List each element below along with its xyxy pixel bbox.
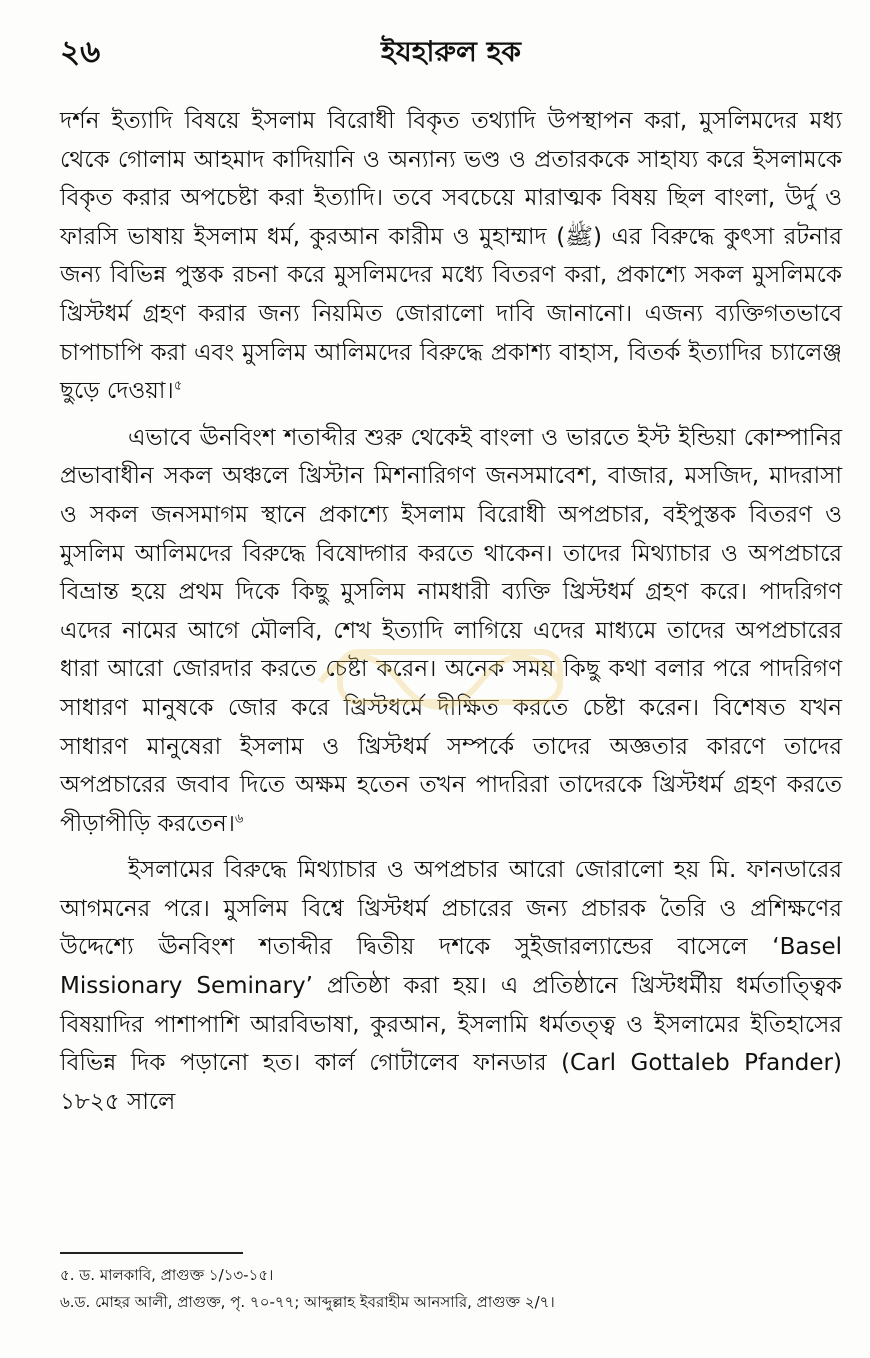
footnote-ref-5: ৫ — [173, 378, 183, 394]
page-header — [60, 28, 842, 76]
footnote-divider — [60, 1252, 243, 1254]
footnote-6: ৬.ড. মোহর আলী, প্রাগুক্ত, পৃ. ৭০-৭৭; আব্দুল্লাহ ইবরাহীম আনসারি, প্রাগুক্ত ২/৭। — [60, 1293, 555, 1311]
footnotes — [60, 1262, 842, 1316]
paragraph-1 — [60, 102, 842, 411]
paragraph-3 — [60, 851, 842, 1121]
paragraph-2-text: এভাবে ঊনবিংশ শতাব্দীর শুরু থেকেই বাংলা ও ভারতে ইস্ট ইন্ডিয়া কোম্পানির প্রভাবাধীন সকল অঞ্চলে খ্রিস্টান মিশনারিগণ জনসমাবেশ, বাজার, মসজিদ, মাদরাসা ও সকল জনসমাগম স্থানে প্রকাশ্যে ইসলাম বিরোধী অপপ্রচার, বইপুস্তক বিতরণ ও মুসলিম আলিমদের বিরুদ্ধে বিষোদ্গার করতে থাকেন। তাদের মিথ্যাচার ও অপপ্রচারে বিভ্রান্ত হয়ে প্রথম দিকে কিছু মুসলিম নামধারী ব্যক্তি খ্রিস্টধর্ম গ্রহণ করে। পাদরিগণ এদের নামের আগে মৌলবি, শেখ ইত্যাদি লাগিয়ে এদের মাধ্যমে তাদের অপপ্রচারের ধারা আরো জোরদার করতে চেষ্টা করেন। অনেক সময় কিছু কথা বলার পরে পাদরিগণ সাধারণ মানুষকে জোর করে খ্রিস্টধর্মে দীক্ষিত করতে চেষ্টা করেন। বিশেষত যখন সাধারণ মানুষেরা ইসলাম ও খ্রিস্টধর্ম সম্পর্কে তাদের অজ্ঞতার কারণে তাদের অপপ্রচারের জবাব দিতে অক্ষম হতেন তখন পাদরিরা তাদেরকে খ্রিস্টধর্ম গ্রহণ করতে পীড়াপীড়ি করতেন। — [60, 424, 842, 837]
publisher-watermark — [300, 612, 600, 732]
paragraph-3-text: ইসলামের বিরুদ্ধে মিথ্যাচার ও অপপ্রচার আরো জোরালো হয় মি. ফানডারের আগমনের পরে। মুসলিম বিশ্বে খ্রিস্টধর্ম প্রচারের জন্য প্রচারক তৈরি ও প্রশিক্ষণের উদ্দেশ্যে ঊনবিংশ শতাব্দীর দ্বিতীয় দশকে সুইজারল্যান্ডের বাসেলে ‘Basel Missionary Seminary’ প্রতিষ্ঠা করা হয়। এ প্রতিষ্ঠানে খ্রিস্টধর্মীয় ধর্মতাত্ত্বিক বিষয়াদির পাশাপাশি আরবিভাষা, কুরআন, ইসলামি ধর্মতত্ত্ব ও ইসলামের ইতিহাসের বিভিন্ন দিক পড়ানো হত। কার্ল গোটালেব ফানডার (Carl Gottaleb Pfander) ১৮২৫ সালে — [60, 857, 842, 1115]
footnote-ref-6: ৬ — [234, 811, 244, 827]
footnote-5: ৫. ড. মালকাবি, প্রাগুক্ত ১/১৩-১৫। — [60, 1266, 274, 1284]
paragraph-1-text: দর্শন ইত্যাদি বিষয়ে ইসলাম বিরোধী বিকৃত তথ্যাদি উপস্থাপন করা, মুসলিমদের মধ্য থেকে গোলাম আহমাদ কাদিয়ানি ও অন্যান্য ভণ্ড ও প্রতারককে সাহায্য করে ইসলামকে বিকৃত করার অপচেষ্টা করা ইত্যাদি। তবে সবচেয়ে মারাত্মক বিষয় ছিল বাংলা, উর্দু ও ফারসি ভাষায় ইসলাম ধর্ম, কুরআন কারীম ও মুহাম্মাদ (ﷺ) এর বিরুদ্ধে কুৎসা রটনার জন্য বিভিন্ন পুস্তক রচনা করে মুসলিমদের মধ্যে বিতরণ করা, প্রকাশ্যে সকল মুসলিমকে খ্রিস্টধর্ম গ্রহণ করার জন্য নিয়মিত জোরালো দাবি জানানো। এজন্য ব্যক্তিগতভাবে চাপাচাপি করা এবং মুসলিম আলিমদের বিরুদ্ধে প্রকাশ্য বাহাস, বিতর্ক ইত্যাদির চ্যালেঞ্জ ছুড়ে দেওয়া। — [60, 108, 842, 405]
page-number: ২৬ — [60, 34, 101, 70]
running-title: ইযহারুল হক — [381, 35, 521, 68]
